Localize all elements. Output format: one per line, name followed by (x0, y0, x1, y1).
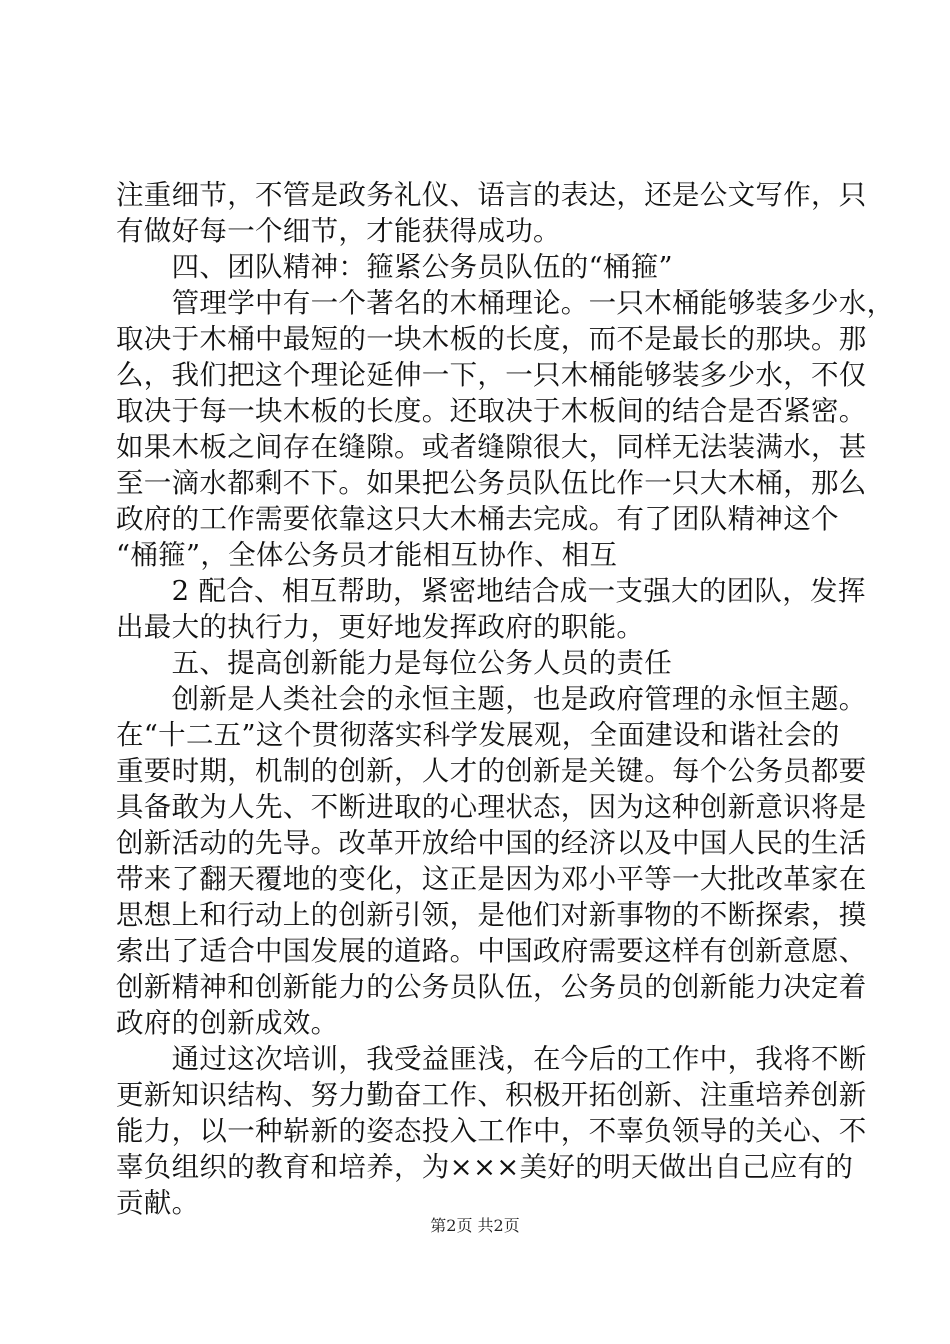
text-line: 如果木板之间存在缝隙。或者缝隙很大，同样无法装满水，甚 (116, 431, 867, 463)
text-line: 至一滴水都剩不下。如果把公务员队伍比作一只大木桶，那么 (116, 467, 867, 499)
text-line: 创新精神和创新能力的公务员队伍，公务员的创新能力决定着 (116, 971, 867, 1003)
text-line: “桶箍”，全体公务员才能相互协作、相互 (116, 539, 618, 571)
text-line: 政府的工作需要依靠这只大木桶去完成。有了团队精神这个 (116, 503, 839, 535)
text-line: 注重细节，不管是政务礼仪、语言的表达，还是公文写作，只 (116, 179, 867, 211)
page-number-footer: 第2页 共2页 (430, 1216, 520, 1235)
section-heading: 五、提高创新能力是每位公务人员的责任 (116, 647, 672, 679)
text-line: 带来了翻天覆地的变化，这正是因为邓小平等一大批改革家在 (116, 863, 867, 895)
text-line: 2 配合、相互帮助，紧密地结合成一支强大的团队，发挥 (116, 575, 866, 607)
text-line: 在“十二五”这个贯彻落实科学发展观，全面建设和谐社会的 (116, 719, 840, 751)
text-line: 出最大的执行力，更好地发挥政府的职能。 (116, 611, 645, 643)
text-line: 辜负组织的教育和培养，为×××美好的明天做出自己应有的 (116, 1151, 854, 1183)
text-line: 取决于木桶中最短的一块木板的长度，而不是最长的那块。那 (116, 323, 867, 355)
text-line: 思想上和行动上的创新引领，是他们对新事物的不断探索，摸 (116, 899, 867, 931)
text-line: 政府的创新成效。 (116, 1007, 339, 1039)
text-line: 具备敢为人先、不断进取的心理状态，因为这种创新意识将是 (116, 791, 867, 823)
text-line: 能力，以一种崭新的姿态投入工作中，不辜负领导的关心、不 (116, 1115, 867, 1147)
text-line: 索出了适合中国发展的道路。中国政府需要这样有创新意愿、 (116, 935, 867, 967)
text-line: 创新活动的先导。改革开放给中国的经济以及中国人民的生活 (116, 827, 867, 859)
text-line: 更新知识结构、努力勤奋工作、积极开拓创新、注重培养创新 (116, 1079, 867, 1111)
text-line: 创新是人类社会的永恒主题，也是政府管理的永恒主题。 (116, 683, 867, 715)
text-line: 贡献。 (116, 1187, 200, 1219)
text-line: 通过这次培训，我受益匪浅，在今后的工作中，我将不断 (116, 1043, 867, 1075)
text-line: 管理学中有一个著名的木桶理论。一只木桶能够装多少水， (116, 287, 895, 319)
text-line: 重要时期，机制的创新，人才的创新是关键。每个公务员都要 (116, 755, 867, 787)
section-heading: 四、团队精神：箍紧公务员队伍的“桶箍” (116, 251, 673, 283)
text-line: 有做好每一个细节，才能获得成功。 (116, 215, 561, 247)
text-line: 么，我们把这个理论延伸一下，一只木桶能够装多少水，不仅 (116, 359, 867, 391)
text-line: 取决于每一块木板的长度。还取决于木板间的结合是否紧密。 (116, 395, 867, 427)
